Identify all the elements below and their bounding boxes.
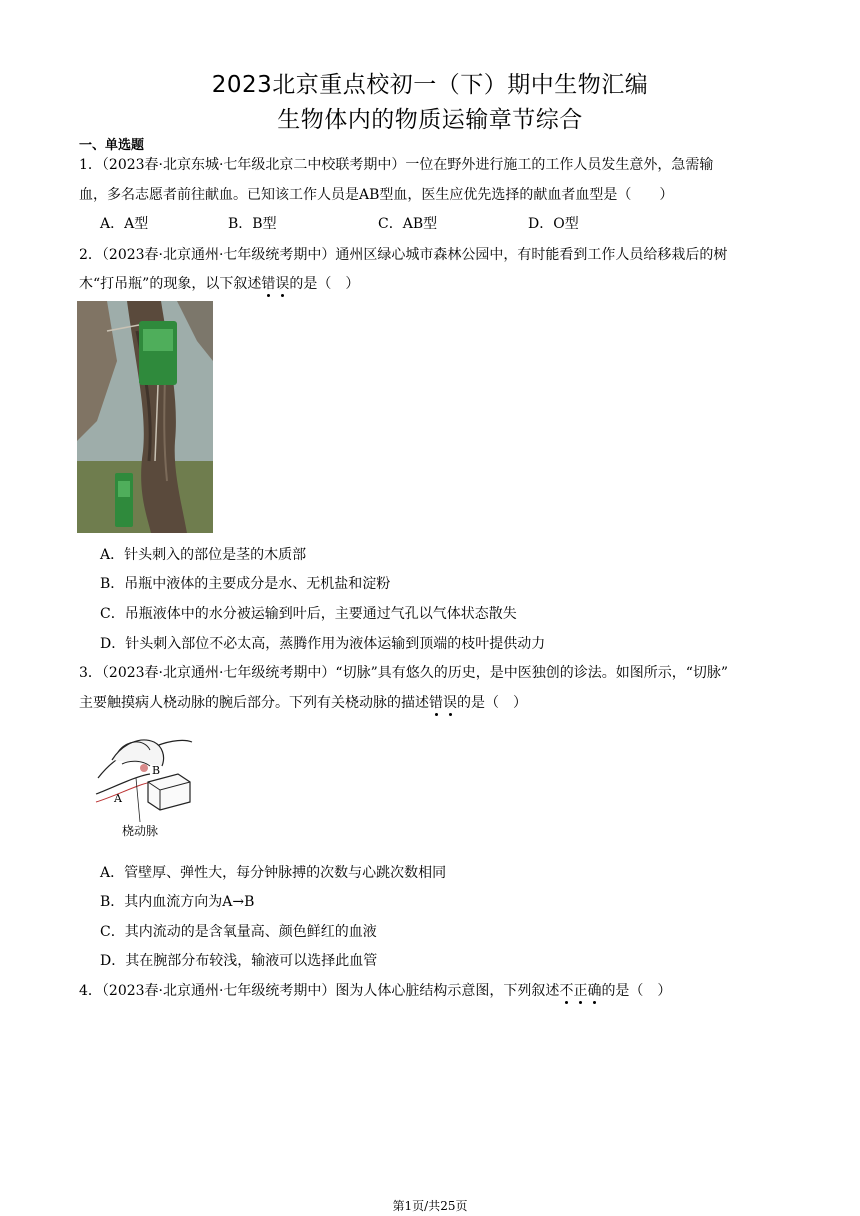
section-heading: 一、单选题 — [79, 138, 145, 153]
question-2-option-b: B．吊瓶中液体的主要成分是水、无机盐和淀粉 — [100, 576, 391, 592]
question-1-option-b: B．B型 — [228, 216, 277, 232]
emphasis-char: 确 — [587, 980, 601, 1000]
question-3-option-b: B．其内血流方向为A→B — [100, 894, 255, 910]
emphasis-char: 错 — [429, 692, 443, 712]
question-3-line-2: 主要触摸病人桡动脉的腕后部分。下列有关桡动脉的描述错误的是（ ） — [79, 692, 527, 712]
question-4-line-1: 4．（2023春·北京通州·七年级统考期中）图为人体心脏结构示意图，下列叙述不正确的是（ ） — [79, 980, 671, 1000]
page-number: 第1页/共25页 — [392, 1199, 468, 1213]
pulse-wrist-figure — [92, 730, 202, 840]
question-2-option-c: C．吊瓶液体中的水分被运输到叶后，主要通过气孔以气体状态散失 — [100, 606, 517, 622]
figure-label-a: A — [114, 792, 122, 805]
question-1-option-a: A．A型 — [100, 216, 149, 232]
question-2-line-1: 2．（2023春·北京通州·七年级统考期中）通州区绿心城市森林公园中，有时能看到工作人员给移栽后的树 — [79, 247, 728, 263]
question-3-option-c: C．其内流动的是含氧量高、颜色鲜红的血液 — [100, 924, 377, 940]
emphasis-char: 错 — [261, 273, 275, 293]
question-1-option-d: D．O型 — [528, 216, 579, 232]
document-subtitle: 生物体内的物质运输章节综合 — [277, 107, 583, 133]
emphasis-char: 误 — [443, 692, 457, 712]
question-2-option-d: D．针头刺入部位不必太高，蒸腾作用为液体运输到顶端的枝叶提供动力 — [100, 636, 546, 652]
question-2-option-a: A．针头刺入的部位是茎的木质部 — [100, 547, 307, 563]
document-title: 2023北京重点校初一（下）期中生物汇编 — [211, 72, 649, 98]
tree-iv-bag-photo — [77, 301, 213, 533]
question-3-option-d: D．其在腕部分布较浅，输液可以选择此血管 — [100, 953, 378, 969]
emphasis-char: 误 — [275, 273, 289, 293]
question-3-line-1: 3．（2023春·北京通州·七年级统考期中）“切脉”具有悠久的历史，是中医独创的诊法。如图所示，“切脉” — [79, 665, 729, 681]
question-1-option-c: C．AB型 — [378, 216, 438, 232]
question-1-line-2: 血，多名志愿者前往献血。已知该工作人员是AB型血，医生应优先选择的献血者血型是（ ） — [79, 187, 674, 203]
figure-label-b: B — [152, 764, 161, 777]
question-3-option-a: A．管壁厚、弹性大，每分钟脉搏的次数与心跳次数相同 — [100, 865, 447, 881]
emphasis-char: 正 — [573, 980, 587, 1000]
emphasis-char: 不 — [559, 980, 573, 1000]
question-2-line-2: 木“打吊瓶”的现象，以下叙述错误的是（ ） — [79, 273, 359, 293]
figure-caption: 桡动脉 — [122, 824, 159, 838]
question-1-line-1: 1．（2023春·北京东城·七年级北京二中校联考期中）一位在野外进行施工的工作人员发生意外，急需输 — [79, 157, 714, 173]
